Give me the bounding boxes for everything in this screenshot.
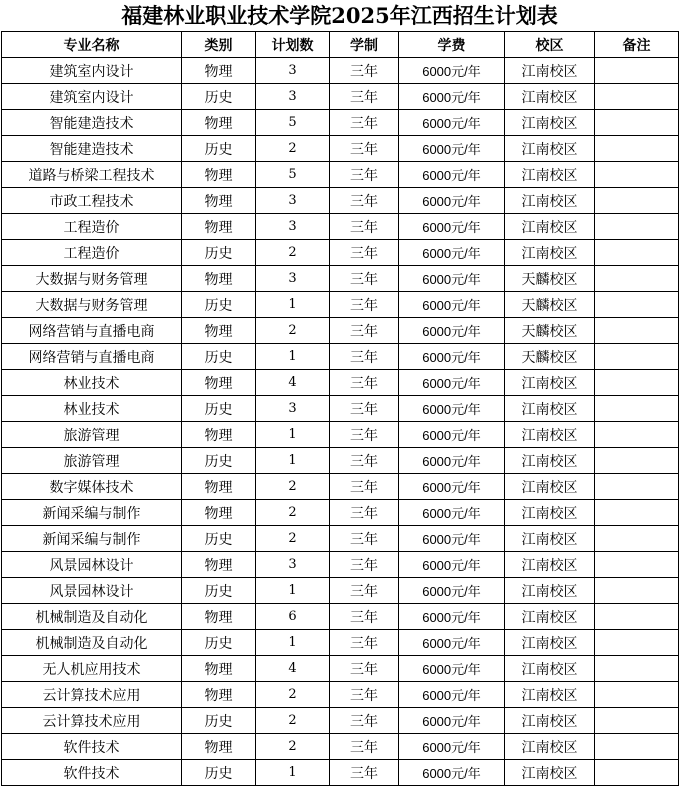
table-row	[2, 84, 679, 110]
cell-campus: 江南校区	[505, 682, 595, 708]
table-row	[2, 422, 679, 448]
cell-category: 物理	[182, 422, 256, 448]
cell-plan-count: 3	[256, 266, 330, 292]
cell-tuition: 6000元/年	[399, 682, 505, 708]
cell-plan-count: 3	[256, 84, 330, 110]
table-row	[2, 604, 679, 630]
cell-duration: 三年	[330, 214, 399, 240]
cell-remarks	[595, 526, 679, 552]
cell-plan-count: 2	[256, 500, 330, 526]
cell-major: 旅游管理	[2, 448, 182, 474]
cell-category: 历史	[182, 344, 256, 370]
cell-category: 历史	[182, 578, 256, 604]
cell-campus: 江南校区	[505, 526, 595, 552]
cell-plan-count: 2	[256, 682, 330, 708]
cell-remarks	[595, 708, 679, 734]
header-plan-count: 计划数	[256, 32, 330, 58]
cell-tuition: 6000元/年	[399, 578, 505, 604]
cell-major: 智能建造技术	[2, 136, 182, 162]
cell-duration: 三年	[330, 188, 399, 214]
cell-plan-count: 1	[256, 344, 330, 370]
cell-category: 物理	[182, 162, 256, 188]
cell-major: 云计算技术应用	[2, 708, 182, 734]
cell-plan-count: 4	[256, 656, 330, 682]
table-row	[2, 760, 679, 786]
cell-duration: 三年	[330, 708, 399, 734]
cell-duration: 三年	[330, 734, 399, 760]
cell-duration: 三年	[330, 500, 399, 526]
cell-campus: 江南校区	[505, 188, 595, 214]
cell-remarks	[595, 396, 679, 422]
table-row	[2, 266, 679, 292]
cell-campus: 江南校区	[505, 734, 595, 760]
cell-plan-count: 3	[256, 188, 330, 214]
cell-category: 物理	[182, 188, 256, 214]
cell-remarks	[595, 318, 679, 344]
cell-tuition: 6000元/年	[399, 188, 505, 214]
cell-campus: 江南校区	[505, 136, 595, 162]
cell-category: 历史	[182, 240, 256, 266]
cell-campus: 江南校区	[505, 240, 595, 266]
cell-remarks	[595, 240, 679, 266]
table-row	[2, 396, 679, 422]
cell-tuition: 6000元/年	[399, 708, 505, 734]
cell-remarks	[595, 136, 679, 162]
cell-duration: 三年	[330, 240, 399, 266]
cell-major: 软件技术	[2, 760, 182, 786]
table-row	[2, 214, 679, 240]
cell-major: 林业技术	[2, 370, 182, 396]
cell-remarks	[595, 162, 679, 188]
cell-duration: 三年	[330, 58, 399, 84]
table-row	[2, 318, 679, 344]
cell-category: 历史	[182, 84, 256, 110]
cell-remarks	[595, 474, 679, 500]
cell-category: 历史	[182, 448, 256, 474]
cell-remarks	[595, 370, 679, 396]
cell-tuition: 6000元/年	[399, 630, 505, 656]
cell-plan-count: 2	[256, 136, 330, 162]
cell-remarks	[595, 188, 679, 214]
cell-category: 历史	[182, 760, 256, 786]
cell-tuition: 6000元/年	[399, 370, 505, 396]
cell-duration: 三年	[330, 474, 399, 500]
cell-duration: 三年	[330, 396, 399, 422]
cell-campus: 江南校区	[505, 396, 595, 422]
table-row	[2, 344, 679, 370]
cell-category: 物理	[182, 370, 256, 396]
cell-major: 大数据与财务管理	[2, 266, 182, 292]
cell-remarks	[595, 578, 679, 604]
table-row	[2, 734, 679, 760]
cell-major: 道路与桥梁工程技术	[2, 162, 182, 188]
cell-category: 物理	[182, 318, 256, 344]
header-category: 类别	[182, 32, 256, 58]
table-row	[2, 630, 679, 656]
cell-remarks	[595, 734, 679, 760]
cell-campus: 天麟校区	[505, 344, 595, 370]
enrollment-plan-table	[1, 31, 679, 786]
cell-remarks	[595, 422, 679, 448]
cell-tuition: 6000元/年	[399, 162, 505, 188]
cell-duration: 三年	[330, 292, 399, 318]
cell-plan-count: 2	[256, 734, 330, 760]
cell-campus: 江南校区	[505, 578, 595, 604]
cell-tuition: 6000元/年	[399, 318, 505, 344]
cell-plan-count: 4	[256, 370, 330, 396]
cell-category: 历史	[182, 396, 256, 422]
cell-category: 物理	[182, 552, 256, 578]
cell-tuition: 6000元/年	[399, 396, 505, 422]
cell-major: 机械制造及自动化	[2, 604, 182, 630]
cell-category: 物理	[182, 214, 256, 240]
cell-plan-count: 1	[256, 292, 330, 318]
cell-remarks	[595, 760, 679, 786]
cell-major: 新闻采编与制作	[2, 500, 182, 526]
table-row	[2, 136, 679, 162]
header-major: 专业名称	[2, 32, 182, 58]
cell-major: 机械制造及自动化	[2, 630, 182, 656]
cell-campus: 江南校区	[505, 500, 595, 526]
table-row	[2, 526, 679, 552]
cell-plan-count: 5	[256, 110, 330, 136]
cell-major: 旅游管理	[2, 422, 182, 448]
cell-duration: 三年	[330, 526, 399, 552]
cell-plan-count: 2	[256, 474, 330, 500]
cell-plan-count: 2	[256, 318, 330, 344]
cell-campus: 江南校区	[505, 552, 595, 578]
cell-tuition: 6000元/年	[399, 344, 505, 370]
table-row	[2, 708, 679, 734]
table-header-row	[2, 32, 679, 58]
cell-remarks	[595, 656, 679, 682]
cell-campus: 江南校区	[505, 84, 595, 110]
cell-plan-count: 2	[256, 708, 330, 734]
cell-duration: 三年	[330, 370, 399, 396]
cell-tuition: 6000元/年	[399, 474, 505, 500]
cell-major: 无人机应用技术	[2, 656, 182, 682]
cell-remarks	[595, 292, 679, 318]
cell-tuition: 6000元/年	[399, 240, 505, 266]
cell-category: 历史	[182, 630, 256, 656]
header-tuition: 学费	[399, 32, 505, 58]
cell-remarks	[595, 682, 679, 708]
page-title: 福建林业职业技术学院2025年江西招生计划表	[121, 3, 558, 28]
cell-duration: 三年	[330, 760, 399, 786]
cell-duration: 三年	[330, 136, 399, 162]
cell-major: 林业技术	[2, 396, 182, 422]
cell-tuition: 6000元/年	[399, 266, 505, 292]
cell-campus: 江南校区	[505, 708, 595, 734]
cell-major: 云计算技术应用	[2, 682, 182, 708]
cell-plan-count: 2	[256, 240, 330, 266]
cell-tuition: 6000元/年	[399, 58, 505, 84]
table-row	[2, 552, 679, 578]
cell-duration: 三年	[330, 630, 399, 656]
table-row	[2, 162, 679, 188]
table-row	[2, 656, 679, 682]
table-row	[2, 682, 679, 708]
cell-plan-count: 1	[256, 630, 330, 656]
cell-plan-count: 3	[256, 214, 330, 240]
cell-plan-count: 1	[256, 448, 330, 474]
cell-tuition: 6000元/年	[399, 734, 505, 760]
cell-plan-count: 5	[256, 162, 330, 188]
cell-campus: 天麟校区	[505, 318, 595, 344]
header-remarks: 备注	[595, 32, 679, 58]
cell-remarks	[595, 604, 679, 630]
cell-remarks	[595, 552, 679, 578]
cell-duration: 三年	[330, 578, 399, 604]
cell-plan-count: 3	[256, 552, 330, 578]
cell-campus: 天麟校区	[505, 292, 595, 318]
cell-plan-count: 1	[256, 422, 330, 448]
cell-tuition: 6000元/年	[399, 292, 505, 318]
table-row	[2, 370, 679, 396]
table-row	[2, 500, 679, 526]
cell-duration: 三年	[330, 344, 399, 370]
cell-campus: 江南校区	[505, 162, 595, 188]
cell-tuition: 6000元/年	[399, 110, 505, 136]
cell-duration: 三年	[330, 318, 399, 344]
cell-category: 物理	[182, 266, 256, 292]
cell-plan-count: 1	[256, 578, 330, 604]
cell-tuition: 6000元/年	[399, 552, 505, 578]
cell-remarks	[595, 110, 679, 136]
table-row	[2, 110, 679, 136]
cell-duration: 三年	[330, 448, 399, 474]
cell-campus: 江南校区	[505, 604, 595, 630]
cell-category: 物理	[182, 500, 256, 526]
cell-remarks	[595, 344, 679, 370]
cell-major: 网络营销与直播电商	[2, 344, 182, 370]
cell-plan-count: 1	[256, 760, 330, 786]
table-row	[2, 240, 679, 266]
cell-category: 物理	[182, 604, 256, 630]
cell-campus: 天麟校区	[505, 266, 595, 292]
cell-remarks	[595, 58, 679, 84]
cell-major: 工程造价	[2, 240, 182, 266]
cell-major: 大数据与财务管理	[2, 292, 182, 318]
header-duration: 学制	[330, 32, 399, 58]
cell-major: 工程造价	[2, 214, 182, 240]
cell-duration: 三年	[330, 656, 399, 682]
cell-tuition: 6000元/年	[399, 136, 505, 162]
cell-duration: 三年	[330, 266, 399, 292]
cell-major: 网络营销与直播电商	[2, 318, 182, 344]
cell-campus: 江南校区	[505, 370, 595, 396]
cell-major: 数字媒体技术	[2, 474, 182, 500]
cell-plan-count: 2	[256, 526, 330, 552]
cell-tuition: 6000元/年	[399, 422, 505, 448]
cell-duration: 三年	[330, 84, 399, 110]
table-row	[2, 58, 679, 84]
table-row	[2, 474, 679, 500]
cell-tuition: 6000元/年	[399, 214, 505, 240]
cell-campus: 江南校区	[505, 474, 595, 500]
cell-major: 建筑室内设计	[2, 58, 182, 84]
cell-campus: 江南校区	[505, 214, 595, 240]
table-row	[2, 292, 679, 318]
cell-duration: 三年	[330, 604, 399, 630]
cell-category: 物理	[182, 58, 256, 84]
cell-campus: 江南校区	[505, 630, 595, 656]
cell-campus: 江南校区	[505, 422, 595, 448]
cell-remarks	[595, 84, 679, 110]
cell-campus: 江南校区	[505, 656, 595, 682]
cell-plan-count: 3	[256, 58, 330, 84]
cell-remarks	[595, 266, 679, 292]
cell-category: 物理	[182, 682, 256, 708]
cell-major: 市政工程技术	[2, 188, 182, 214]
cell-tuition: 6000元/年	[399, 500, 505, 526]
cell-duration: 三年	[330, 552, 399, 578]
cell-category: 历史	[182, 136, 256, 162]
cell-major: 风景园林设计	[2, 578, 182, 604]
cell-remarks	[595, 500, 679, 526]
cell-duration: 三年	[330, 162, 399, 188]
cell-tuition: 6000元/年	[399, 84, 505, 110]
cell-major: 新闻采编与制作	[2, 526, 182, 552]
table-row	[2, 578, 679, 604]
cell-plan-count: 3	[256, 396, 330, 422]
cell-duration: 三年	[330, 682, 399, 708]
header-campus: 校区	[505, 32, 595, 58]
cell-campus: 江南校区	[505, 110, 595, 136]
cell-major: 建筑室内设计	[2, 84, 182, 110]
cell-major: 风景园林设计	[2, 552, 182, 578]
table-row	[2, 448, 679, 474]
cell-category: 历史	[182, 708, 256, 734]
cell-category: 历史	[182, 292, 256, 318]
cell-major: 软件技术	[2, 734, 182, 760]
cell-campus: 江南校区	[505, 760, 595, 786]
cell-category: 物理	[182, 474, 256, 500]
cell-duration: 三年	[330, 422, 399, 448]
cell-tuition: 6000元/年	[399, 448, 505, 474]
cell-tuition: 6000元/年	[399, 604, 505, 630]
cell-tuition: 6000元/年	[399, 760, 505, 786]
cell-plan-count: 6	[256, 604, 330, 630]
cell-remarks	[595, 448, 679, 474]
cell-tuition: 6000元/年	[399, 656, 505, 682]
cell-campus: 江南校区	[505, 58, 595, 84]
cell-duration: 三年	[330, 110, 399, 136]
cell-category: 物理	[182, 110, 256, 136]
cell-remarks	[595, 214, 679, 240]
cell-campus: 江南校区	[505, 448, 595, 474]
cell-category: 历史	[182, 526, 256, 552]
cell-tuition: 6000元/年	[399, 526, 505, 552]
cell-category: 物理	[182, 734, 256, 760]
table-row	[2, 188, 679, 214]
cell-remarks	[595, 630, 679, 656]
cell-category: 物理	[182, 656, 256, 682]
cell-major: 智能建造技术	[2, 110, 182, 136]
